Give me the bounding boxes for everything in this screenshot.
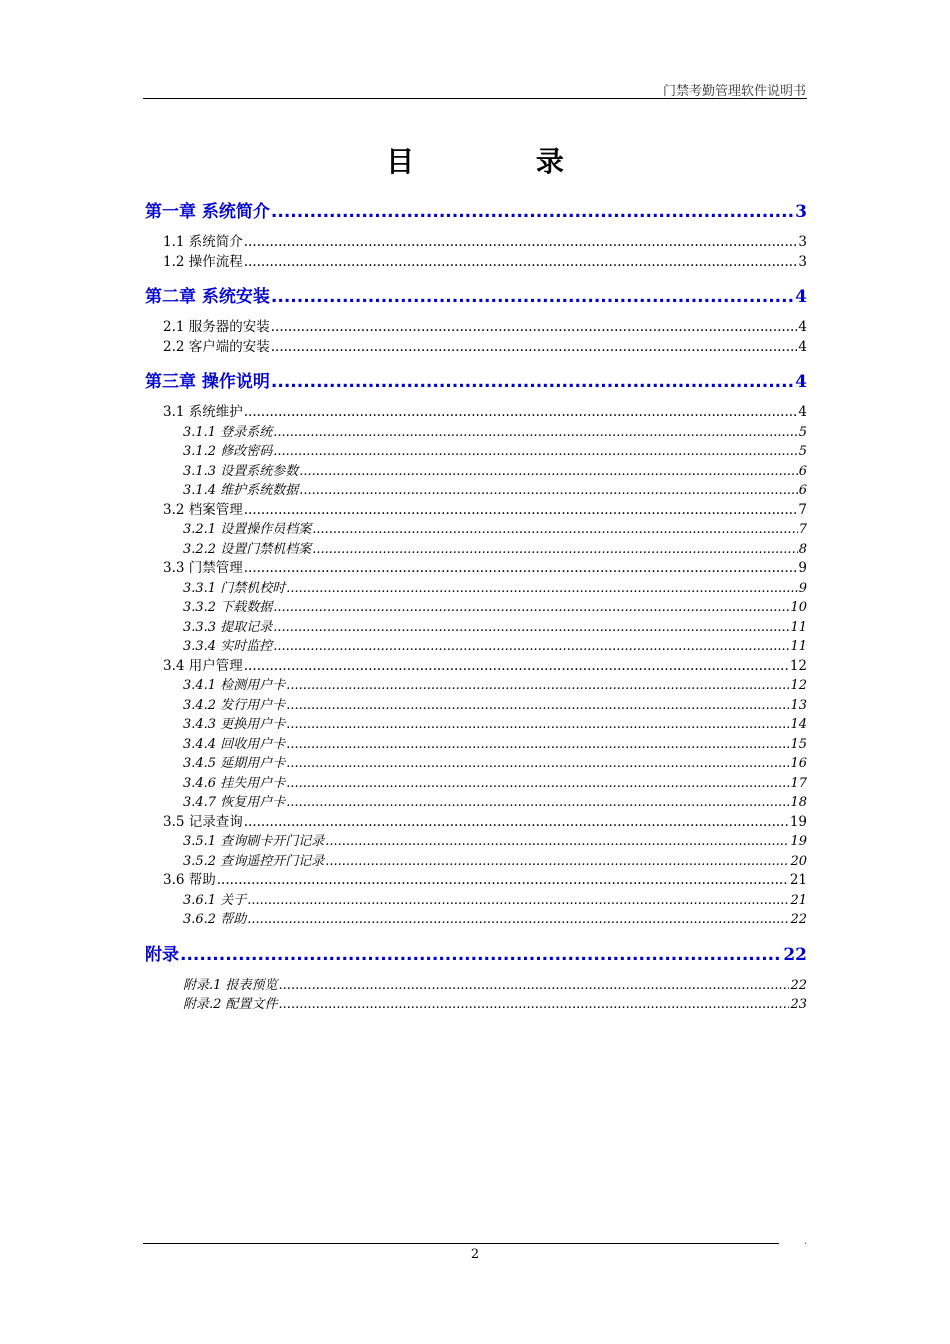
toc-entry-label: 3.4.3 更换用户卡: [183, 717, 286, 732]
toc-entry[interactable]: [145, 813, 807, 833]
page-number: 2: [470, 1247, 480, 1262]
toc-dot-leader: [299, 481, 798, 501]
toc-entry-page: 4: [795, 287, 807, 307]
toc-entry-page: 9: [798, 560, 807, 576]
toc-entry-page: 5: [798, 424, 807, 440]
toc-dot-leader: [273, 598, 789, 618]
toc-entry-label: 附录.2 配置文件: [183, 997, 278, 1012]
toc-entry[interactable]: [145, 403, 807, 423]
toc-entry-label: 第一章 系统简介: [145, 202, 270, 222]
toc-dot-leader: [286, 696, 789, 716]
toc-chapter-entry[interactable]: [145, 198, 807, 226]
toc-entry-label: 3.3.2 下载数据: [183, 600, 273, 615]
toc-entry-label: 3.2.1 设置操作员档案: [183, 522, 312, 537]
toc-dot-leader: [279, 976, 790, 996]
toc-entry-page: 11: [790, 639, 807, 654]
toc-dot-leader: [286, 579, 798, 599]
toc-entry-page: 3: [798, 253, 807, 270]
toc-entry[interactable]: [145, 774, 807, 794]
toc-entry-page: 3: [795, 202, 807, 222]
toc-dot-leader: [286, 735, 789, 755]
toc-dot-leader: [244, 559, 798, 579]
toc-title: 目 录: [386, 145, 620, 178]
toc-entry[interactable]: [145, 754, 807, 774]
toc-dot-leader: [271, 318, 798, 338]
toc-entry-label: 3.5 记录查询: [163, 813, 243, 830]
toc-dot-leader: [271, 338, 798, 358]
toc-entry[interactable]: [145, 233, 807, 253]
toc-entry[interactable]: [145, 910, 807, 930]
toc-entry[interactable]: [145, 253, 807, 273]
toc-entry[interactable]: [145, 462, 807, 482]
toc-entry-page: 4: [798, 338, 807, 355]
toc-entry-page: 6: [798, 483, 807, 498]
toc-dot-leader: [273, 442, 798, 462]
toc-entry[interactable]: [145, 338, 807, 358]
toc-entry-page: 7: [798, 501, 807, 518]
toc-entry-label: 附录.1 报表预览: [183, 977, 278, 993]
toc-entry-page: 6: [798, 463, 807, 479]
toc-dot-leader: [180, 941, 782, 969]
toc-dot-leader: [286, 754, 789, 774]
toc-dot-leader: [271, 368, 794, 396]
toc-dot-leader: [244, 501, 798, 521]
toc-entry-page: 14: [790, 717, 807, 732]
toc-entry-label: 3.4.6 挂失用户卡: [183, 775, 286, 791]
toc-dot-leader: [325, 832, 789, 852]
toc-entry-label: 3.4 用户管理: [163, 657, 243, 674]
toc-dot-leader: [312, 540, 798, 560]
toc-entry-page: 9: [798, 580, 807, 596]
toc-entry[interactable]: [145, 618, 807, 638]
toc-dot-leader: [286, 676, 789, 696]
toc-entry-page: 21: [790, 892, 807, 908]
toc-dot-leader: [273, 618, 789, 638]
toc-dot-leader: [286, 793, 789, 813]
toc-entry-label: 2.2 客户端的安装: [163, 338, 270, 355]
toc-entry-label: 3.2.2 设置门禁机档案: [183, 541, 312, 557]
toc-entry[interactable]: [145, 318, 807, 338]
toc-dot-leader: [286, 774, 789, 794]
toc-entry-label: 1.1 系统简介: [163, 234, 243, 250]
toc-entry-page: 10: [790, 600, 807, 615]
toc-entry-page: 11: [790, 619, 807, 635]
toc-dot-leader: [244, 657, 789, 677]
toc-entry[interactable]: [145, 657, 807, 677]
toc-entry[interactable]: [145, 559, 807, 579]
toc-entry[interactable]: [145, 481, 807, 501]
toc-entry-label: 3.4.4 回收用户卡: [183, 736, 286, 752]
toc-entry-label: 2.1 服务器的安装: [163, 319, 270, 335]
toc-entry-label: 3.1.2 修改密码: [183, 444, 273, 459]
header-divider: [143, 98, 807, 99]
toc-entry-page: 22: [790, 977, 807, 993]
toc-entry-label: 3.2 档案管理: [163, 501, 243, 518]
toc-entry[interactable]: [145, 852, 807, 872]
toc-dot-leader: [299, 462, 798, 482]
toc-dot-leader: [244, 813, 789, 833]
toc-entry[interactable]: [145, 793, 807, 813]
toc-entry-page: 23: [790, 997, 807, 1012]
toc-entry[interactable]: [145, 442, 807, 462]
toc-entry[interactable]: [145, 676, 807, 696]
toc-entry-page: 8: [798, 541, 807, 557]
toc-entry-page: 19: [790, 834, 807, 849]
toc-dot-leader: [279, 995, 790, 1015]
toc-dot-leader: [247, 910, 789, 930]
toc-entry-label: 3.1.1 登录系统: [183, 424, 273, 440]
toc-entry-label: 3.3.4 实时监控: [183, 639, 273, 654]
toc-entry-label: 3.1.4 维护系统数据: [183, 483, 299, 498]
toc-entry-label: 3.5.1 查询刷卡开门记录: [183, 834, 325, 849]
toc-entry[interactable]: [145, 832, 807, 852]
toc-dot-leader: [273, 423, 798, 443]
toc-dot-leader: [244, 253, 798, 273]
table-of-contents: [145, 198, 807, 1015]
toc-entry[interactable]: [145, 715, 807, 735]
toc-entry-label: 3.4.1 检测用户卡: [183, 678, 286, 693]
toc-entry-label: 3.6.2 帮助: [183, 912, 247, 927]
toc-dot-leader: [244, 403, 798, 423]
toc-entry-page: 22: [783, 944, 807, 965]
running-header-title: 门禁考勤管理软件说明书: [662, 84, 806, 99]
toc-chapter-entry[interactable]: [145, 283, 807, 311]
toc-entry[interactable]: [145, 995, 807, 1015]
toc-dot-leader: [325, 852, 789, 872]
toc-entry-label: 1.2 操作流程: [163, 253, 243, 270]
toc-entry-label: 3.4.7 恢复用户卡: [183, 795, 286, 810]
toc-entry-page: 19: [789, 813, 807, 830]
toc-entry-label: 3.4.2 发行用户卡: [183, 697, 286, 713]
toc-entry[interactable]: [145, 423, 807, 443]
toc-dot-leader: [273, 637, 789, 657]
toc-entry[interactable]: [145, 540, 807, 560]
toc-entry-label: 3.5.2 查询遥控开门记录: [183, 853, 325, 869]
toc-entry-label: 3.3.1 门禁机校时: [183, 580, 286, 596]
toc-entry-label: 3.3.3 提取记录: [183, 619, 273, 635]
toc-entry-label: 3.4.5 延期用户卡: [183, 756, 286, 771]
toc-entry-label: 3.6 帮助: [163, 872, 216, 888]
toc-entry-page: 3: [798, 234, 807, 250]
toc-entry-page: 12: [789, 657, 807, 674]
toc-entry[interactable]: [145, 598, 807, 618]
toc-entry-page: 7: [798, 522, 807, 537]
toc-entry[interactable]: [145, 891, 807, 911]
toc-entry[interactable]: [145, 735, 807, 755]
toc-entry[interactable]: [145, 579, 807, 599]
toc-entry-label: 3.1 系统维护: [163, 404, 243, 420]
toc-entry[interactable]: [145, 520, 807, 540]
toc-entry-label: 附录: [145, 944, 179, 965]
toc-entry[interactable]: [145, 696, 807, 716]
toc-entry-page: 17: [790, 775, 807, 791]
toc-entry-page: 4: [795, 372, 807, 392]
toc-dot-leader: [312, 520, 798, 540]
toc-entry-page: 4: [798, 319, 807, 335]
toc-dot-leader: [271, 283, 794, 311]
toc-entry-label: 3.6.1 关于: [183, 892, 247, 908]
toc-dot-leader: [217, 871, 789, 891]
toc-chapter-entry[interactable]: [145, 368, 807, 396]
toc-entry-page: 15: [790, 736, 807, 752]
toc-dot-leader: [244, 233, 798, 253]
footer-mark: .: [804, 1236, 808, 1247]
toc-entry-page: 5: [798, 444, 807, 459]
toc-entry-page: 22: [790, 912, 807, 927]
toc-dot-leader: [247, 891, 789, 911]
toc-entry[interactable]: [145, 637, 807, 657]
toc-entry-label: 第三章 操作说明: [145, 372, 270, 392]
footer-divider: [143, 1243, 779, 1244]
toc-entry-label: 3.1.3 设置系统参数: [183, 463, 299, 479]
toc-entry-page: 12: [790, 678, 807, 693]
toc-entry[interactable]: [145, 501, 807, 521]
toc-dot-leader: [286, 715, 789, 735]
toc-entry[interactable]: [145, 976, 807, 996]
toc-dot-leader: [271, 198, 794, 226]
toc-entry-page: 16: [790, 756, 807, 771]
toc-entry[interactable]: [145, 871, 807, 891]
toc-entry-page: 20: [790, 853, 807, 869]
toc-entry-page: 4: [798, 404, 807, 420]
toc-entry-page: 13: [790, 697, 807, 713]
toc-entry-label: 3.3 门禁管理: [163, 560, 243, 576]
toc-entry-page: 18: [790, 795, 807, 810]
toc-chapter-entry[interactable]: [145, 941, 807, 969]
toc-entry-page: 21: [789, 872, 807, 888]
toc-entry-label: 第二章 系统安装: [145, 287, 270, 307]
